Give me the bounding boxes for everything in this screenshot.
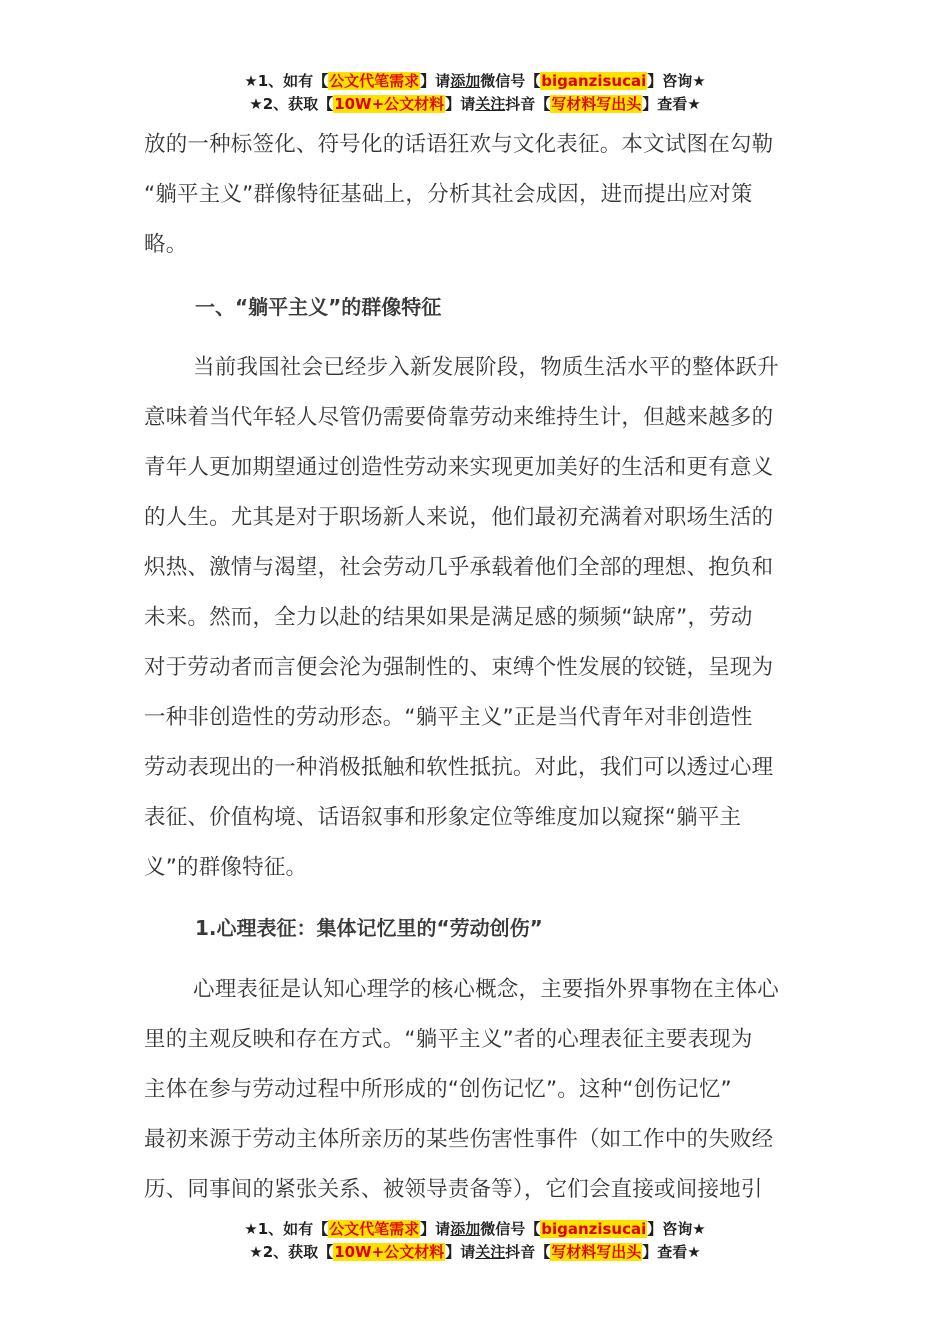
banner-text: 】查看★ [642,1243,701,1261]
banner-text: 】请 [420,72,451,90]
text-line: 青年人更加期望通过创造性劳动来实现更加美好的生活和更有意义 [144,455,774,480]
banner-text: 抖音【 [505,95,551,113]
banner-highlight: 写材料写出头 [551,1243,642,1261]
banner-text: 】咨询★ [647,1220,706,1238]
banner-text: ★2、获取【 [249,1243,334,1261]
banner-highlight: 公文代笔需求 [329,72,420,90]
text-line: 表征、价值构境、话语叙事和形象定位等维度加以窥探“躺平主 [144,805,742,830]
text-line: “躺平主义”群像特征基础上，分析其社会成因，进而提出应对策 [144,182,753,207]
banner-underlined: 关注 [475,95,506,113]
text-line: 当前我国社会已经步入新发展阶段，物质生活水平的整体跃升 [193,355,779,380]
banner-highlight: 10W+公文材料 [334,95,445,113]
banner-text: 】咨询★ [647,72,706,90]
banner-text: 】查看★ [642,95,701,113]
banner-line-2 [0,1241,950,1264]
text-line: 最初来源于劳动主体所亲历的某些伤害性事件（如工作中的失败经 [144,1127,774,1152]
heading-text: 1.心理表征：集体记忆里的“劳动创伤” [195,916,543,940]
text-line: 的人生。尤其是对于职场新人来说，他们最初充满着对职场生活的 [144,505,774,530]
banner-text: 】请 [445,95,476,113]
section-heading-2 [144,903,804,953]
banner-text: 微信号【 [480,72,541,90]
banner-highlight: biganzisucai [541,1220,647,1238]
paragraph-1 [144,343,804,893]
banner-text: 】请 [445,1243,476,1261]
banner-text: 】请 [420,1220,451,1238]
banner-text: 抖音【 [505,1243,551,1261]
banner-text: ★2、获取【 [249,95,334,113]
banner-text: 微信号【 [480,1220,541,1238]
banner-highlight: 公文代笔需求 [329,1220,420,1238]
text-line: 炽热、激情与渴望，社会劳动几乎承载着他们全部的理想、抱负和 [144,555,774,580]
banner-line-2 [0,93,950,116]
banner-text: ★1、如有【 [244,1220,329,1238]
text-line: 意味着当代年轻人尽管仍需要倚靠劳动来维持生计，但越来越多的 [144,405,774,430]
banner-line-1 [0,1218,950,1241]
text-line: 放的一种标签化、符号化的话语狂欢与文化表征。本文试图在勾勒 [144,132,774,157]
banner-highlight: biganzisucai [541,72,647,90]
banner-highlight: 写材料写出头 [551,95,642,113]
text-line: 未来。然而，全力以赴的结果如果是满足感的频频“缺席”，劳动 [144,605,753,630]
footer-banner [0,1218,950,1264]
body-paragraph [144,965,804,1215]
text-line: 主体在参与劳动过程中所形成的“创伤记忆”。这种“创伤记忆” [144,1077,732,1102]
text-line: 心理表征是认知心理学的核心概念，主要指外界事物在主体心 [193,977,779,1002]
text-line: 里的主观反映和存在方式。“躺平主义”者的心理表征主要表现为 [144,1027,753,1052]
text-line: 一种非创造性的劳动形态。“躺平主义”正是当代青年对非创造性 [144,705,753,730]
banner-highlight: 10W+公文材料 [334,1243,445,1261]
text-line: 义”的群像特征。 [144,855,308,880]
text-line: 略。 [144,232,188,257]
banner-underlined: 添加 [450,1220,481,1238]
banner-text: ★1、如有【 [244,72,329,90]
text-line: 历、同事间的紧张关系、被领导责备等），它们会直接或间接地引 [144,1177,763,1202]
banner-underlined: 添加 [450,72,481,90]
text-line: 对于劳动者而言便会沦为强制性的、束缚个性发展的铰链，呈现为 [144,655,774,680]
paragraph-2 [144,965,804,1215]
section-heading-1 [144,282,804,332]
banner-line-1 [0,70,950,93]
text-line: 劳动表现出的一种消极抵触和软性抵抗。对此，我们可以透过心理 [144,755,774,780]
document-body [144,120,804,270]
body-paragraph [144,343,804,893]
header-banner [0,70,950,116]
intro-paragraph [144,120,804,270]
heading-text: 一、“躺平主义”的群像特征 [195,295,442,319]
banner-underlined: 关注 [475,1243,506,1261]
